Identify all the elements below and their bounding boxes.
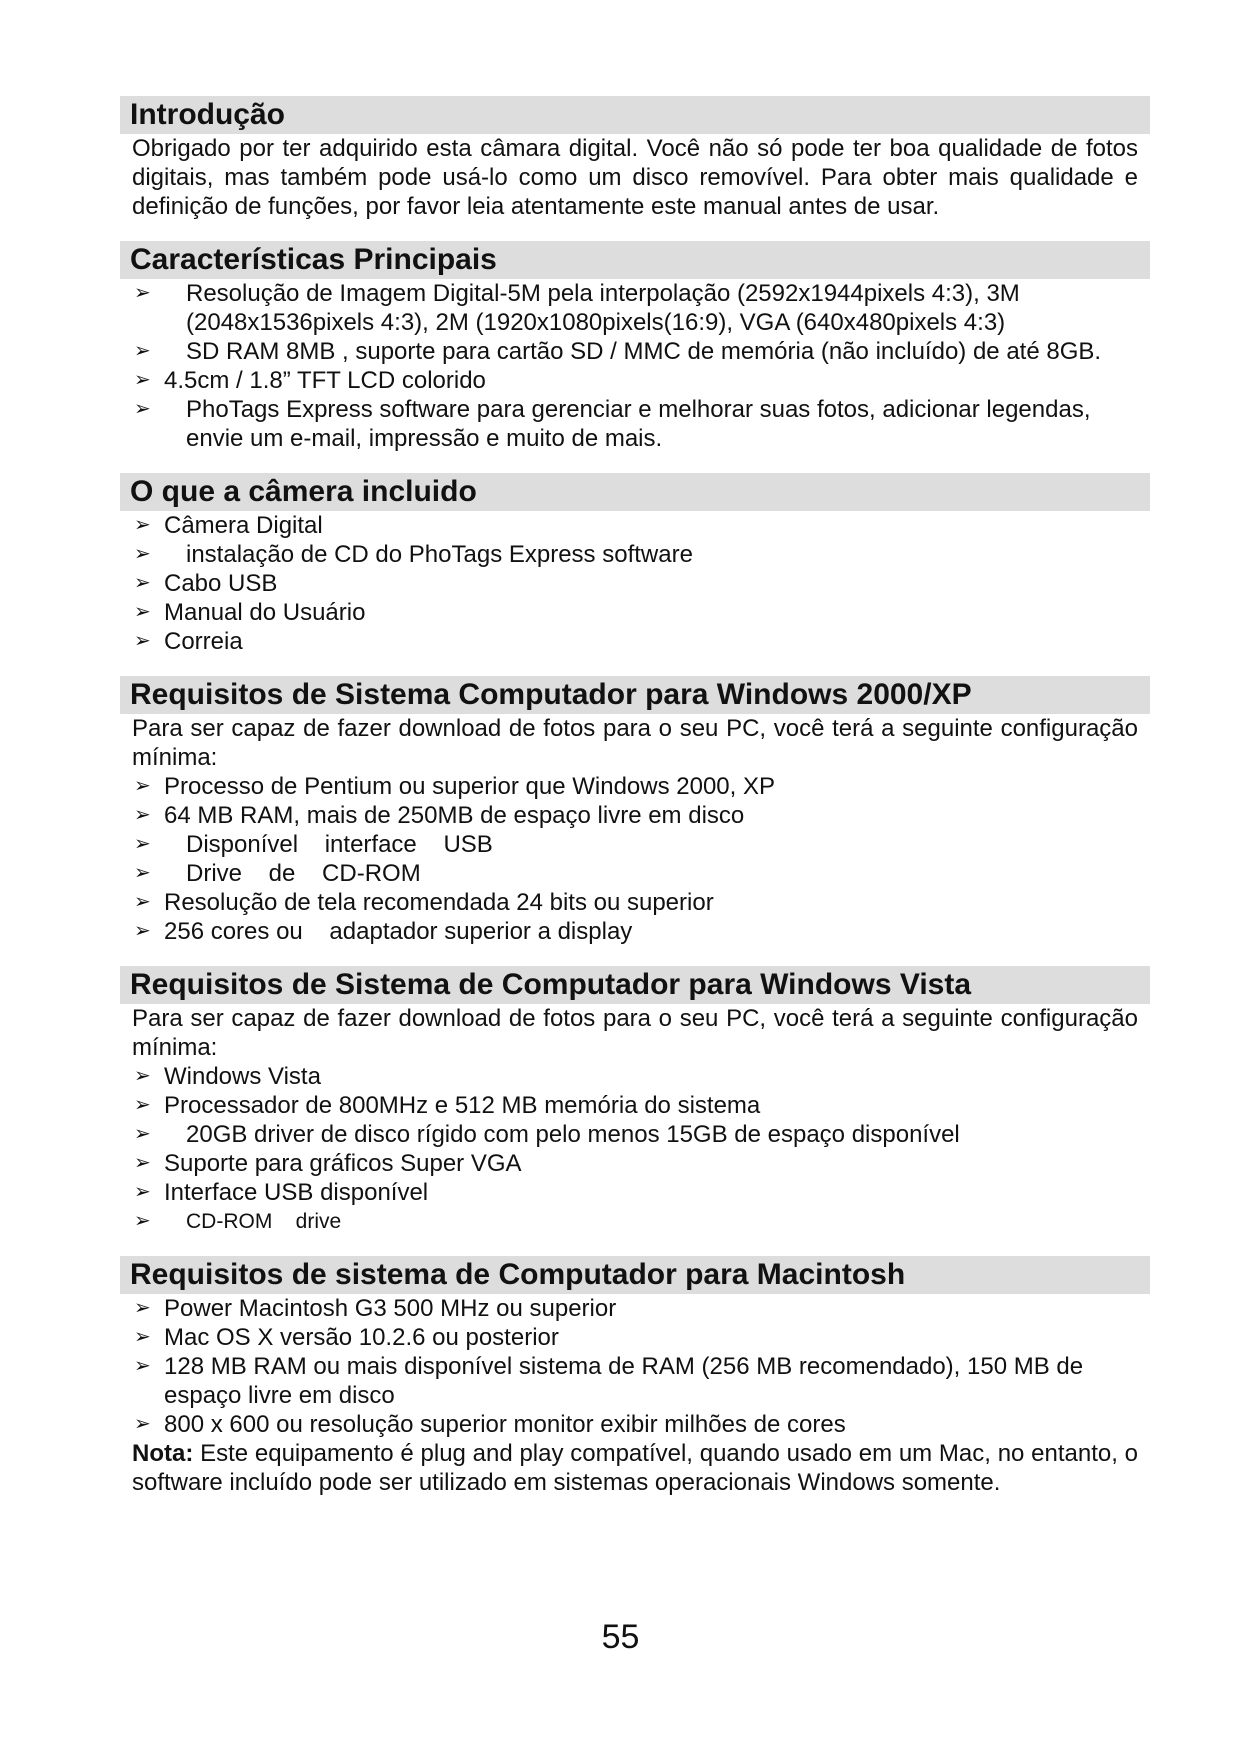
arrow-bullet-icon: ➢	[134, 1297, 151, 1319]
vista-list	[132, 1062, 1138, 1236]
list-item: ➢ PhoTags Express software para gerenciar e melhorar suas fotos, adicionar legendas, envie um e-mail, impressão e muito de mais.	[134, 396, 1091, 452]
arrow-bullet-icon: ➢	[134, 630, 151, 652]
section-macintosh	[120, 1256, 1150, 1497]
section-windows-xp	[120, 676, 1150, 946]
section-heading: Requisitos de Sistema Computador para Windows 2000/XP	[120, 676, 1150, 714]
arrow-bullet-icon: ➢	[134, 398, 151, 420]
section-heading: O que a câmera incluido	[120, 473, 1150, 511]
list-item: ➢ SD RAM 8MB , suporte para cartão SD / MMC de memória (não incluído) de até 8GB.	[134, 338, 1102, 365]
arrow-bullet-icon: ➢	[134, 369, 151, 391]
section-heading: Introdução	[120, 96, 1150, 134]
section-heading: Requisitos de sistema de Computador para Macintosh	[120, 1256, 1150, 1294]
list-item: ➢ Correia	[134, 628, 243, 655]
winxp-paragraph: Para ser capaz de fazer download de fotos para o seu PC, você terá a seguinte configuração mínima:	[132, 715, 1138, 771]
section-windows-vista	[120, 966, 1150, 1236]
arrow-bullet-icon: ➢	[134, 891, 151, 913]
note-text: Este equipamento é plug and play compatível, quando usado em um Mac, no entanto, o software incluído pode ser utilizado em sistemas operacionais Windows somente.	[132, 1440, 1138, 1496]
list-item: ➢ Drive de CD-ROM	[134, 860, 421, 887]
arrow-bullet-icon: ➢	[134, 1181, 151, 1203]
list-item: ➢ Manual do Usuário	[134, 599, 366, 626]
mac-note	[132, 1439, 1138, 1497]
arrow-bullet-icon: ➢	[134, 514, 151, 536]
arrow-bullet-icon: ➢	[134, 1413, 151, 1435]
list-item: ➢ 64 MB RAM, mais de 250MB de espaço livre em disco	[134, 802, 745, 829]
list-item: ➢ 128 MB RAM ou mais disponível sistema de RAM (256 MB recomendado), 150 MB de espaço livre em disco	[134, 1353, 1084, 1409]
list-item: ➢ 800 x 600 ou resolução superior monitor exibir milhões de cores	[134, 1411, 846, 1438]
section-features	[120, 241, 1150, 453]
features-list	[132, 279, 1138, 453]
list-item: ➢ Mac OS X versão 10.2.6 ou posterior	[134, 1324, 559, 1351]
page-content	[120, 96, 1150, 1517]
arrow-bullet-icon: ➢	[134, 1326, 151, 1348]
arrow-bullet-icon: ➢	[134, 1210, 151, 1232]
section-heading: Requisitos de Sistema de Computador para Windows Vista	[120, 966, 1150, 1004]
list-item: ➢ 20GB driver de disco rígido com pelo menos 15GB de espaço disponível	[134, 1121, 960, 1148]
note-label: Nota:	[132, 1440, 194, 1467]
section-intro	[120, 96, 1150, 221]
arrow-bullet-icon: ➢	[134, 543, 151, 565]
arrow-bullet-icon: ➢	[134, 862, 151, 884]
list-item: ➢ Disponível interface USB	[134, 831, 493, 858]
list-item: ➢ Interface USB disponível	[134, 1179, 429, 1206]
list-item: ➢ 256 cores ou adaptador superior a display	[134, 918, 633, 945]
arrow-bullet-icon: ➢	[134, 1094, 151, 1116]
list-item: ➢ Cabo USB	[134, 570, 278, 597]
arrow-bullet-icon: ➢	[134, 1123, 151, 1145]
arrow-bullet-icon: ➢	[134, 775, 151, 797]
arrow-bullet-icon: ➢	[134, 601, 151, 623]
arrow-bullet-icon: ➢	[134, 282, 151, 304]
mac-list	[132, 1294, 1138, 1439]
arrow-bullet-icon: ➢	[134, 572, 151, 594]
list-item: ➢ Suporte para gráficos Super VGA	[134, 1150, 522, 1177]
arrow-bullet-icon: ➢	[134, 340, 151, 362]
arrow-bullet-icon: ➢	[134, 1355, 151, 1377]
vista-paragraph: Para ser capaz de fazer download de fotos para o seu PC, você terá a seguinte configuração mínima:	[132, 1005, 1138, 1061]
list-item: ➢ Windows Vista	[134, 1063, 321, 1090]
list-item: ➢ Resolução de tela recomendada 24 bits ou superior	[134, 889, 714, 916]
arrow-bullet-icon: ➢	[134, 920, 151, 942]
arrow-bullet-icon: ➢	[134, 1152, 151, 1174]
included-list	[132, 511, 1138, 656]
list-item: ➢ Power Macintosh G3 500 MHz ou superior	[134, 1295, 617, 1322]
list-item: ➢ Processador de 800MHz e 512 MB memória do sistema	[134, 1092, 761, 1119]
list-item: ➢ Câmera Digital	[134, 512, 323, 539]
list-item: ➢ instalação de CD do PhoTags Express software	[134, 541, 693, 568]
page-number: 55	[601, 1618, 640, 1656]
arrow-bullet-icon: ➢	[134, 804, 151, 826]
list-item: ➢ CD-ROM drive	[132, 1207, 1138, 1236]
list-item: ➢ 4.5cm / 1.8” TFT LCD colorido	[134, 367, 486, 394]
arrow-bullet-icon: ➢	[134, 833, 151, 855]
section-included	[120, 473, 1150, 656]
arrow-bullet-icon: ➢	[134, 1065, 151, 1087]
section-heading: Características Principais	[120, 241, 1150, 279]
list-item: ➢ Resolução de Imagem Digital-5M pela interpolação (2592x1944pixels 4:3), 3M (2048x1536pixels 4:3), 2M (1920x1080pixels(16:9), VGA (640x480pixels 4:3)	[134, 280, 1020, 336]
winxp-list	[132, 772, 1138, 946]
intro-paragraph: Obrigado por ter adquirido esta câmara digital. Você não só pode ter boa qualidade de fotos digitais, mas também pode usá-lo como um disco removível. Para obter mais qualidade e definição de funções, por favor leia atentamente este manual antes de usar.	[132, 135, 1138, 220]
list-item: ➢ Processo de Pentium ou superior que Windows 2000, XP	[134, 773, 776, 800]
